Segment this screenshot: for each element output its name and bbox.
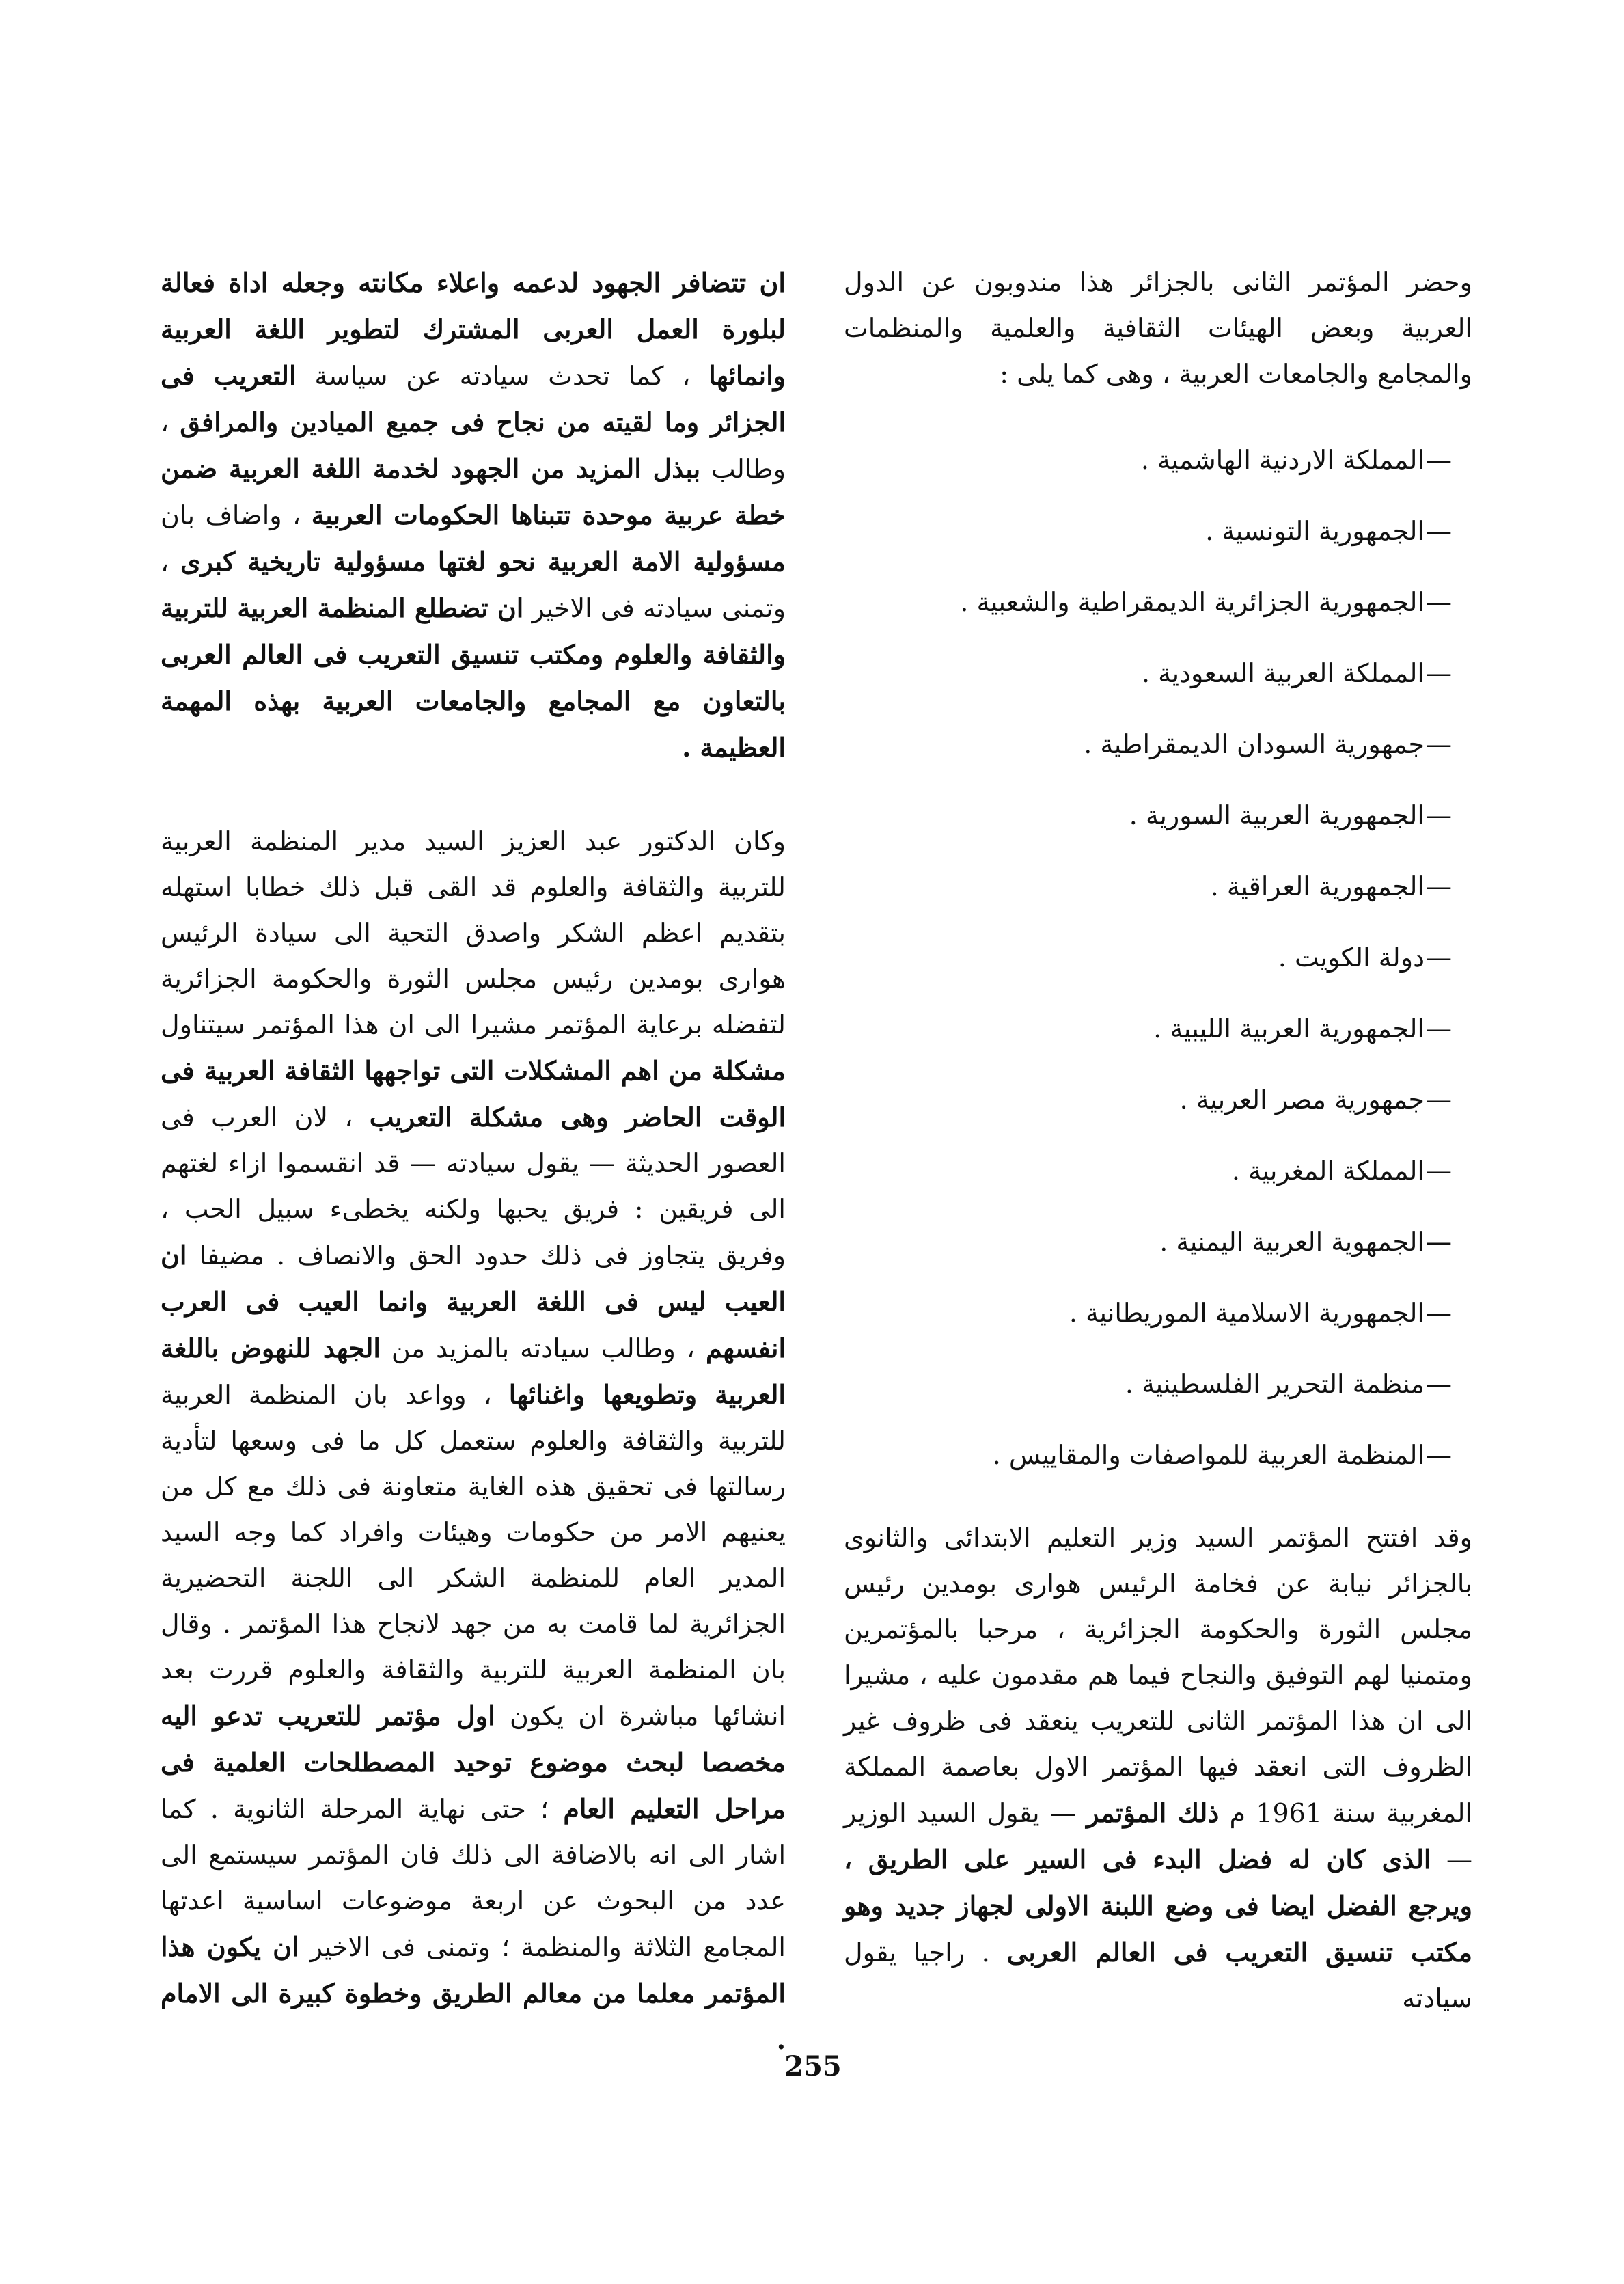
list-item: —الجمهورية الاسلامية الموريطانية . bbox=[1069, 1298, 1452, 1328]
list-item: —الجمهورية التونسية . bbox=[1205, 516, 1452, 546]
list-item: —الجمهوية العربية اليمنية . bbox=[1159, 1227, 1452, 1257]
list-item: —جمهورية مصر العربية . bbox=[1179, 1085, 1452, 1115]
page-number: 255 bbox=[784, 2050, 842, 2082]
delegation-list bbox=[844, 424, 1472, 1491]
left-column bbox=[161, 260, 786, 2063]
opening-paragraph: وقد افتتح المؤتمر السيد وزير التعليم الابتدائى والثانوى بالجزائر نيابة عن فخامة الرئيس هوارى بومدين رئيس مجلس الثورة والحكومة الجزائرية ، مرحبا بالمؤتمرين ومتمنيا لهم التوفيق والنجاح فيما هم مقدمون عليه ، مشيرا الى ان هذا المؤتمر الثانى للتعريب ينعقد فى ظروف غير الظروف التى انعقد فيها المؤتمر الاول بعاصمة المملكة المغربية سنة 1961 م ذلك المؤتمر — يقول السيد الوزير — الذى كان له فضل البدء فى السير على الطريق ، ويرجع الفضل ايضا فى وضع اللبنة الاولى لجهاز جديد وهو مكتب تنسيق التعريب فى العالم العربى . راجيا يقول سيادته bbox=[844, 1523, 1472, 2013]
list-item: —الجمهورية العربية السورية . bbox=[1129, 800, 1452, 830]
list-item: —الجمهورية العربية الليبية . bbox=[1153, 1014, 1452, 1044]
list-item: —الجمهورية العراقية . bbox=[1210, 871, 1452, 901]
right-column bbox=[844, 260, 1472, 2022]
list-item: —جمهورية السودان الديمقراطية . bbox=[1084, 729, 1452, 759]
intro-paragraph: وحضر المؤتمر الثانى بالجزائر هذا مندوبون عن الدول العربية وبعض الهيئات الثقافية والعلمية والمنظمات والمجامع والجامعات العربية ، وهى كما يلى : bbox=[844, 267, 1472, 389]
list-item: —منظمة التحرير الفلسطينية . bbox=[1125, 1369, 1452, 1399]
list-item: —المنظمة العربية للمواصفات والمقاييس . bbox=[992, 1440, 1452, 1470]
list-item: —دولة الكويت . bbox=[1278, 942, 1452, 973]
continuation-paragraph: ان تتضافر الجهود لدعمه واعلاء مكانته وجعله اداة فعالة لبلورة العمل العربى المشترك لتطوير اللغة العربية وانمائها ، كما تحدث سيادته عن سياسة التعريب فى الجزائر وما لقيته من نجاح فى جميع الميادين والمرافق ، وطالب ببذل المزيد من الجهود لخدمة اللغة العربية ضمن خطة عربية موحدة تتبناها الحكومات العربية ، واضاف بان مسؤولية الامة العربية نحو لغتها مسؤولية تاريخية كبرى ، وتمنى سيادته فى الاخير ان تضطلع المنظمة العربية للتربية والثقافة والعلوم ومكتب تنسيق التعريب فى العالم العربى بالتعاون مع المجامع والجامعات العربية بهذه المهمة العظيمة . bbox=[161, 267, 786, 763]
list-item: —المملكة المغربية . bbox=[1231, 1156, 1452, 1186]
director-speech-paragraph: وكان الدكتور عبد العزيز السيد مدير المنظمة العربية للتربية والثقافة والعلوم قد القى قبل ذلك خطابا استهله بتقديم اعظم الشكر واصدق التحية الى سيادة الرئيس هوارى بومدين رئيس مجلس الثورة والحكومة الجزائرية لتفضله برعاية المؤتمر مشيرا الى ان هذا المؤتمر سيتناول مشكلة من اهم المشكلات التى تواجهها الثقافة العربية فى الوقت الحاضر وهى مشكلة التعريب ، لان العرب فى العصور الحديثة — يقول سيادته — قد انقسموا ازاء لغتهم الى فريقين : فريق يحبها ولكنه يخطىء سبيل الحب ، وفريق يتجاوز فى ذلك حدود الحق والانصاف . مضيفا ان العيب ليس فى اللغة العربية وانما العيب فى العرب انفسهم ، وطالب سيادته بالمزيد من الجهد للنهوض باللغة العربية وتطويعها واغنائها ، وواعد بان المنظمة العربية للتربية والثقافة والعلوم ستعمل كل ما فى وسعها لتأدية رسالتها فى تحقيق هذه الغاية متعاونة فى ذلك مع كل من يعنيهم الامر من حكومات وهيئات وافراد كما وجه السيد المدير العام للمنظمة الشكر الى اللجنة التحضيرية الجزائرية لما قامت به من جهد لانجاح هذا المؤتمر . وقال بان المنظمة العربية للتربية والثقافة والعلوم قررت بعد انشائها مباشرة ان يكون اول مؤتمر للتعريب تدعو اليه مخصصا لبحث موضوع توحيد المصطلحات العلمية فى مراحل التعليم العام ؛ حتى نهاية المرحلة الثانوية . كما اشار الى انه بالاضافة الى ذلك فان المؤتمر سيستمع الى عدد من البحوث عن اربعة موضوعات اساسية اعدتها المجامع الثلاثة والمنظمة ؛ وتمنى فى الاخير ان يكون هذا المؤتمر معلما من معالم الطريق وخطوة كبيرة الى الامام . bbox=[161, 826, 786, 2055]
list-item: —المملكة العربية السعودية . bbox=[1141, 658, 1452, 688]
list-item: —المملكة الاردنية الهاشمية . bbox=[1140, 445, 1452, 475]
list-item: —الجمهورية الجزائرية الديمقراطية والشعبية . bbox=[960, 587, 1452, 617]
